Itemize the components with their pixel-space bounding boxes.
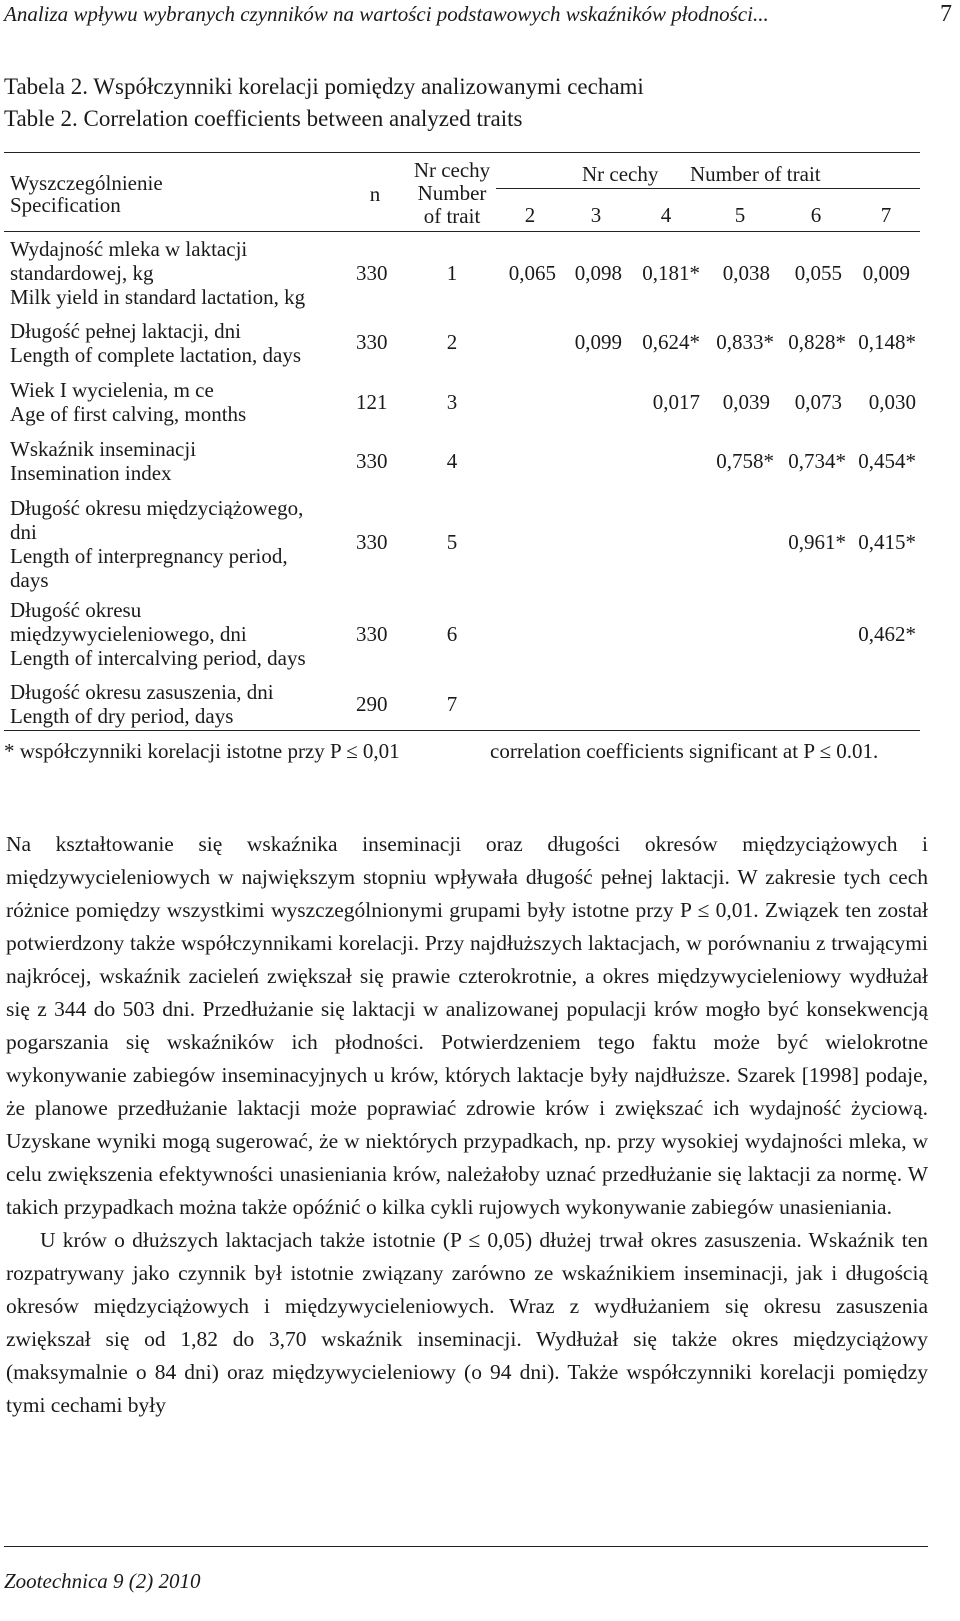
row-5-label-line1: Długość okresu międzyciążowego,	[10, 496, 304, 520]
row-2-col-5: 0,833*	[716, 330, 774, 354]
row-2-col-4: 0,624*	[642, 330, 700, 354]
row-3-col-4: 0,017	[652, 390, 700, 414]
row-4-n: 330	[356, 449, 388, 473]
row-1-col-2: 0,065	[508, 261, 556, 285]
table-group-rule	[496, 188, 920, 189]
running-head-title: Analiza wpływu wybranych czynników na wartości podstawowych wskaźników płodności...	[4, 2, 769, 26]
row-1-label-line3: Milk yield in standard lactation, kg	[10, 285, 306, 309]
body-paragraph-1: Na kształtowanie się wskaźnika inseminacji oraz długości okresów międzyciążowych i międzywycieleniowych w największym stopniu wpływała długość pełnej laktacji. W zakresie tych cech różnice pomiędzy wszystkimi wyszczególnionymi grupami były istotne przy P ≤ 0,01. Związek ten został potwierdzony także współczynnikami korelacji. Przy najdłuższych laktacjach, w porównaniu z trwającymi najkrócej, wskaźnik zacieleń zwiększał się prawie czterokrotnie, a okres międzywycieleniowy wydłużał się z 344 do 503 dni. Przedłużanie się laktacji w analizowanej populacji krów mogło być konsekwencją pogarszania się wskaźników ich płodności. Potwierdzeniem tego faktu może być wielokrotne wykonywanie zabiegów inseminacyjnych u krów, których laktacje były najdłuższe. Szarek [1998] podaje, że planowe przedłużanie laktacji może poprawiać zdrowie krów i zwiększać ich wydajność życiową. Uzyskane wyniki mogą sugerować, że w niektórych przypadkach, np. przy wysokiej wydajności mleka, w celu zwiększenia efektywności unasieniania krów, należałoby uznać przedłużanie się laktacji za normę. W takich przypadkach można także opóźnić o kilka cykli rujowych wykonywanie zabiegów unasieniania.	[6, 832, 928, 1219]
row-4-col-5: 0,758*	[716, 449, 774, 473]
row-3-label-line2: Age of first calving, months	[10, 402, 247, 426]
row-6-label-line3: Length of intercalving period, days	[10, 646, 306, 670]
header-spec-en: Specification	[10, 193, 121, 217]
row-7-nr: 7	[446, 692, 458, 716]
footnote-en: correlation coefficients significant at P ≤ 0.01.	[490, 739, 879, 763]
header-group-pl: Nr cechy	[582, 162, 659, 186]
header-trait-nr-line2: Number	[417, 181, 487, 205]
row-4-label-line1: Wskaźnik inseminacji	[10, 437, 197, 461]
row-6-label-line1: Długość okresu	[10, 598, 142, 622]
row-3-nr: 3	[446, 390, 458, 414]
row-1-label-line1: Wydajność mleka w laktacji	[10, 237, 248, 261]
header-n: n	[369, 182, 381, 206]
col-header-7: 7	[880, 203, 892, 227]
row-3-col-5: 0,039	[722, 390, 770, 414]
page-number: 7	[940, 1, 952, 27]
row-4-label-line2: Insemination index	[10, 461, 172, 485]
row-2-col-7: 0,148*	[858, 330, 916, 354]
row-1-col-4: 0,181*	[642, 261, 700, 285]
row-2-col-6: 0,828*	[788, 330, 846, 354]
header-trait-nr-line3: of trait	[423, 204, 481, 228]
row-6-nr: 6	[446, 622, 458, 646]
row-7-label-line2: Length of dry period, days	[10, 704, 234, 728]
row-5-col-6: 0,961*	[788, 530, 846, 554]
table-footnote	[4, 738, 879, 764]
row-1-label-line2: standardowej, kg	[10, 261, 154, 285]
body-paragraph-2: U krów o dłuższych laktacjach także istotnie (P ≤ 0,05) dłużej trwał okres zasuszenia. Wskaźnik ten rozpatrywany jako czynnik był istotnie związany zarówno ze wskaźnikiem inseminacji, jak i długością okresów międzyciążowych i międzywycieleniowych. Wraz z wydłużaniem się okresu zasuszenia zwiększał się od 1,82 do 3,70 wskaźnik inseminacji. Wydłużał się także okres międzyciążowy (maksymalnie o 84 dni) oraz międzywycieleniowy (o 94 dni). Także współczynniki korelacji pomiędzy tymi cechami były	[6, 1228, 928, 1417]
row-2-label-line1: Długość pełnej laktacji, dni	[10, 319, 241, 343]
col-header-5: 5	[734, 203, 746, 227]
row-2-label-line2: Length of complete lactation, days	[10, 343, 301, 367]
row-6-col-7: 0,462*	[858, 622, 916, 646]
table-caption-en: Table 2. Correlation coefficients between analyzed traits	[4, 106, 523, 131]
row-5-label-line3: Length of interpregnancy period,	[10, 544, 288, 568]
col-header-6: 6	[810, 203, 822, 227]
row-7-label-line1: Długość okresu zasuszenia, dni	[10, 680, 274, 704]
col-header-2: 2	[524, 203, 536, 227]
row-7-n: 290	[356, 692, 388, 716]
row-1-col-5: 0,038	[722, 261, 770, 285]
running-head	[4, 0, 952, 34]
table-bottom-rule	[4, 730, 920, 731]
row-3-label-line1: Wiek I wycielenia, m ce	[10, 378, 214, 402]
row-2-n: 330	[356, 330, 388, 354]
row-5-n: 330	[356, 530, 388, 554]
row-4-nr: 4	[446, 449, 458, 473]
table-top-rule	[4, 152, 920, 153]
col-header-3: 3	[590, 203, 602, 227]
col-header-4: 4	[660, 203, 672, 227]
footnote-pl: * współczynniki korelacji istotne przy P ≤ 0,01	[4, 739, 400, 763]
row-4-col-6: 0,734*	[788, 449, 846, 473]
footer-rule	[4, 1546, 928, 1547]
row-6-n: 330	[356, 622, 388, 646]
row-3-n: 121	[356, 390, 388, 414]
row-2-nr: 2	[446, 330, 458, 354]
row-1-col-7: 0,009	[862, 261, 910, 285]
journal-footer: Zootechnica 9 (2) 2010	[4, 1569, 201, 1593]
table-caption-pl: Tabela 2. Współczynniki korelacji pomiędzy analizowanymi cechami	[4, 74, 644, 99]
row-1-nr: 1	[446, 261, 458, 285]
table-header-rule	[4, 231, 920, 232]
row-2-col-3: 0,099	[574, 330, 622, 354]
header-spec-pl: Wyszczególnienie	[10, 171, 163, 195]
row-1-col-3: 0,098	[574, 261, 622, 285]
row-5-label-line4: days	[10, 568, 49, 592]
body-text	[6, 828, 928, 1422]
row-5-label-line2: dni	[10, 520, 37, 544]
row-3-col-6: 0,073	[794, 390, 842, 414]
row-5-col-7: 0,415*	[858, 530, 916, 554]
row-6-label-line2: międzywycieleniowego, dni	[10, 622, 247, 646]
row-4-col-7: 0,454*	[858, 449, 916, 473]
header-group-en: Number of trait	[690, 162, 821, 186]
row-5-nr: 5	[446, 530, 458, 554]
row-3-col-7: 0,030	[868, 390, 916, 414]
header-trait-nr-line1: Nr cechy	[413, 158, 491, 182]
row-1-col-6: 0,055	[794, 261, 842, 285]
row-1-n: 330	[356, 261, 388, 285]
